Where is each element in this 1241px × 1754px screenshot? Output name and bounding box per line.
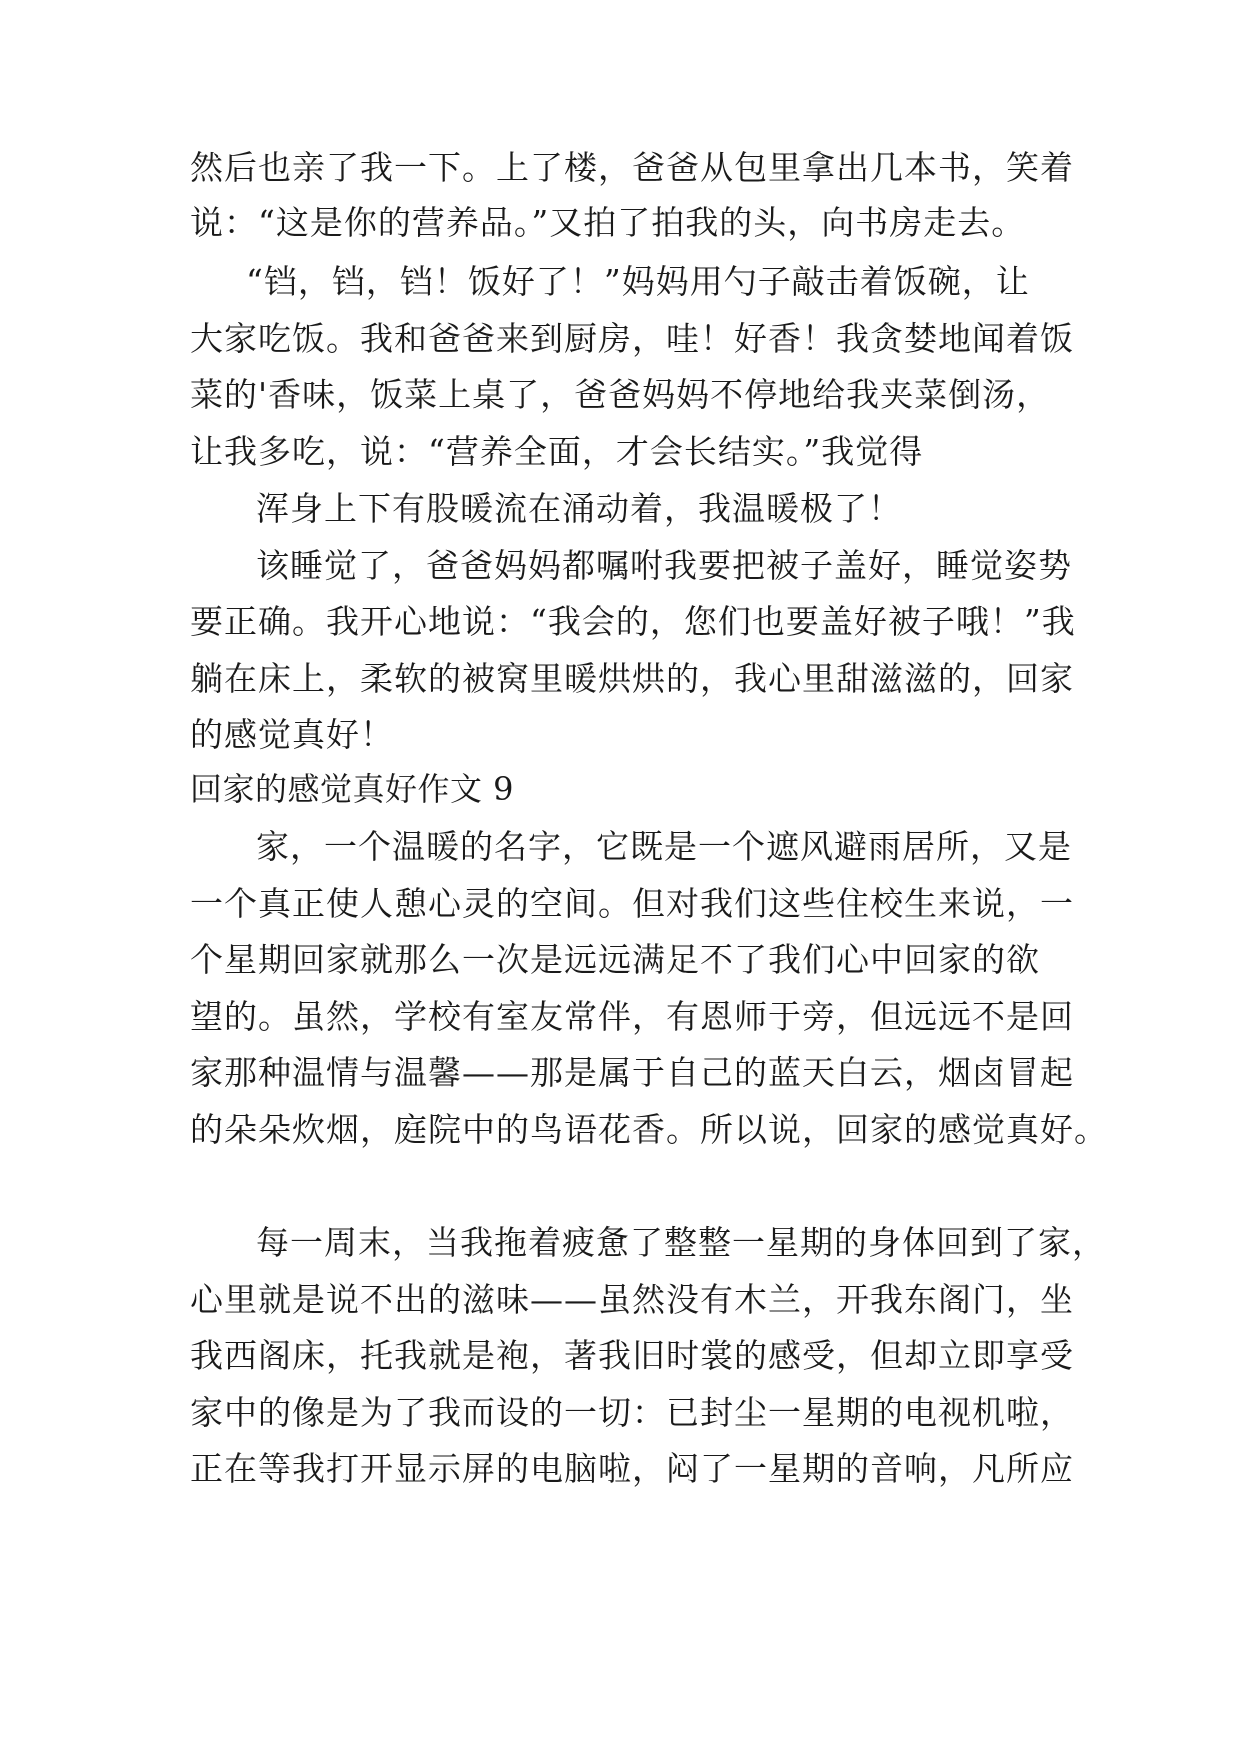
paragraph-line: 大家吃饭。我和爸爸来到厨房，哇！好香！我贪婪地闻着饭 xyxy=(190,319,1074,358)
paragraph-line: 菜的'香味，饭菜上桌了，爸爸妈妈不停地给我夹菜倒汤， xyxy=(190,375,1051,414)
paragraph-line: 让我多吃，说：“营养全面，才会长结实。”我觉得 xyxy=(190,432,924,471)
paragraph-line: 说：“这是你的营养品。”又拍了拍我的头，向书房走去。 xyxy=(190,203,1026,242)
paragraph-line: 每一周末，当我拖着疲惫了整整一星期的身体回到了家， xyxy=(256,1223,1106,1262)
paragraph-line: 浑身上下有股暖流在涌动着，我温暖极了！ xyxy=(256,489,902,528)
paragraph-line: 的朵朵炊烟，庭院中的鸟语花香。所以说，回家的感觉真好。 xyxy=(190,1110,1108,1149)
paragraph-line: 然后也亲了我一下。上了楼，爸爸从包里拿出几本书，笑着 xyxy=(190,148,1074,187)
paragraph-line: 家，一个温暖的名字，它既是一个遮风避雨居所，又是 xyxy=(256,827,1072,866)
paragraph-line: 的感觉真好！ xyxy=(190,715,394,754)
paragraph-line: 家那种温情与温馨——那是属于自己的蓝天白云，烟卤冒起 xyxy=(190,1053,1074,1092)
paragraph-line: 一个真正使人憩心灵的空间。但对我们这些住校生来说，一 xyxy=(190,884,1074,923)
paragraph-line: 正在等我打开显示屏的电脑啦，闷了一星期的音响，凡所应 xyxy=(190,1449,1074,1488)
paragraph-line: 望的。虽然，学校有室友常伴，有恩师于旁，但远远不是回 xyxy=(190,997,1074,1036)
paragraph-line: 要正确。我开心地说：“我会的，您们也要盖好被子哦！”我 xyxy=(190,602,1076,641)
paragraph-line: 家中的像是为了我而设的一切：已封尘一星期的电视机啦， xyxy=(190,1393,1074,1432)
paragraph-line: 心里就是说不出的滋味——虽然没有木兰，开我东阁门，坐 xyxy=(190,1280,1074,1319)
paragraph-line: 我西阁床，托我就是袍，著我旧时裳的感受，但却立即享受 xyxy=(190,1336,1074,1375)
paragraph-line: 个星期回家就那么一次是远远满足不了我们心中回家的欲 xyxy=(190,940,1040,979)
paragraph-line: “铛，铛，铛！饭好了！”妈妈用勺子敲击着饭碗，让 xyxy=(246,262,1030,301)
paragraph-line: 该睡觉了，爸爸妈妈都嘱咐我要把被子盖好，睡觉姿势 xyxy=(256,546,1072,585)
paragraph-line: 躺在床上，柔软的被窝里暖烘烘的，我心里甜滋滋的，回家 xyxy=(190,659,1074,698)
section-heading: 回家的感觉真好作文 9 xyxy=(190,770,515,808)
